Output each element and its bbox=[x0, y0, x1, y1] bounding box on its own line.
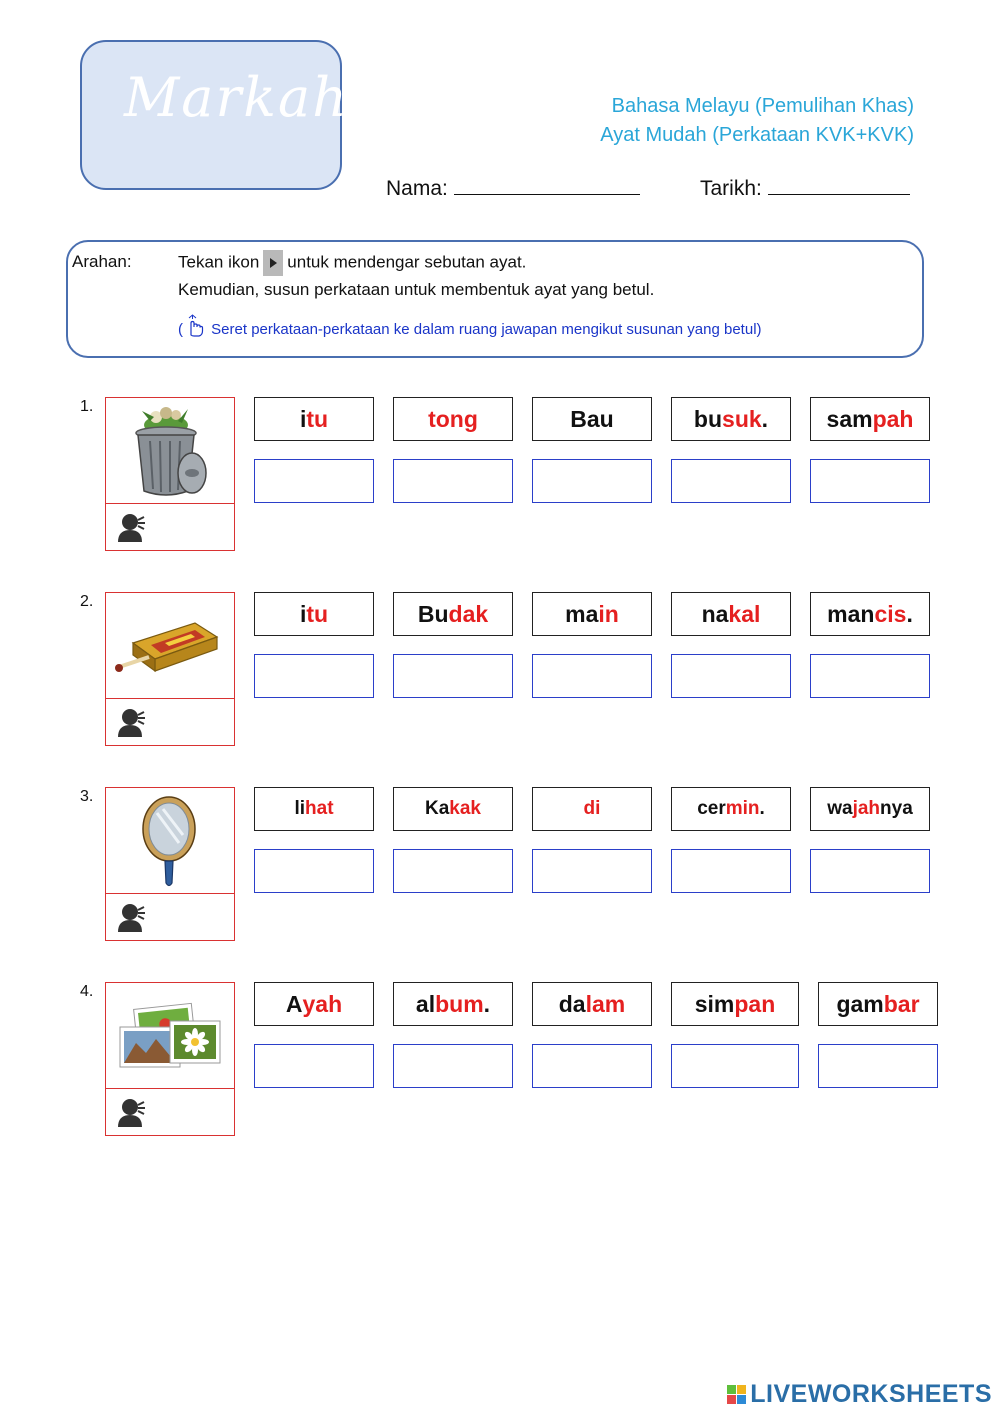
word-syllable-highlight: yah bbox=[302, 990, 343, 1017]
word-syllable: cer bbox=[697, 798, 726, 819]
nama-field bbox=[386, 176, 640, 201]
answer-drop-slot[interactable] bbox=[671, 1044, 799, 1088]
word-syllable: . bbox=[483, 990, 491, 1017]
answer-drop-slot[interactable] bbox=[671, 459, 791, 503]
draggable-word[interactable] bbox=[671, 397, 791, 441]
nama-label: Nama: bbox=[386, 177, 448, 200]
word-syllable-highlight: in bbox=[598, 600, 619, 627]
draggable-word[interactable] bbox=[393, 982, 513, 1026]
answer-drop-slot[interactable] bbox=[671, 849, 791, 893]
answer-drop-slot[interactable] bbox=[254, 1044, 374, 1088]
markah-box bbox=[80, 40, 349, 190]
instructions-line-1-before: Tekan ikon bbox=[178, 252, 260, 272]
draggable-word[interactable] bbox=[671, 592, 791, 636]
instructions-line-2: Kemudian, susun perkataan untuk membentuk ayat yang betul. bbox=[178, 280, 655, 299]
question-number: 2. bbox=[80, 593, 94, 610]
picture-box bbox=[105, 787, 235, 941]
word-syllable-highlight: suk bbox=[722, 405, 762, 432]
word-syllable-highlight: dak bbox=[448, 600, 489, 627]
tarikh-blank bbox=[768, 176, 910, 195]
picture-box bbox=[105, 592, 235, 746]
word-syllable: bu bbox=[693, 405, 723, 432]
word-syllable: na bbox=[701, 600, 729, 627]
draggable-word[interactable] bbox=[254, 397, 374, 441]
word-syllable: sam bbox=[826, 405, 873, 432]
speaker-play-button[interactable] bbox=[106, 893, 234, 940]
answer-drop-slot[interactable] bbox=[254, 459, 374, 503]
answer-drop-slot[interactable] bbox=[393, 849, 513, 893]
word-syllable: da bbox=[558, 990, 586, 1017]
draggable-word[interactable] bbox=[671, 787, 791, 831]
word-syllable: . bbox=[761, 405, 769, 432]
picture-box bbox=[105, 982, 235, 1136]
tarikh-label: Tarikh: bbox=[700, 177, 762, 200]
answer-drop-slot[interactable] bbox=[671, 654, 791, 698]
word-syllable: Bau bbox=[570, 405, 614, 432]
answer-drop-slot[interactable] bbox=[393, 1044, 513, 1088]
speaker-play-button[interactable] bbox=[106, 503, 234, 550]
draggable-word[interactable] bbox=[671, 982, 799, 1026]
word-syllable-highlight: tu bbox=[306, 600, 329, 627]
draggable-word[interactable] bbox=[810, 787, 930, 831]
word-syllable: nya bbox=[880, 798, 913, 819]
word-syllable-highlight: bum bbox=[435, 990, 484, 1017]
answer-drop-slot[interactable] bbox=[810, 849, 930, 893]
word-syllable: gam bbox=[836, 990, 884, 1017]
draggable-word[interactable] bbox=[532, 397, 652, 441]
question-number: 1. bbox=[80, 398, 94, 415]
logo-mark-icon bbox=[727, 1385, 746, 1404]
draggable-word[interactable] bbox=[810, 592, 930, 636]
word-syllable: i bbox=[299, 600, 307, 627]
tarikh-field bbox=[700, 176, 910, 201]
drag-hand-icon bbox=[183, 314, 207, 338]
answer-drop-slot[interactable] bbox=[254, 654, 374, 698]
word-syllable: . bbox=[759, 798, 765, 819]
instructions-line-1-after: untuk mendengar sebutan ayat. bbox=[287, 252, 527, 272]
word-syllable: wa bbox=[827, 798, 853, 819]
play-icon bbox=[263, 250, 283, 276]
markah-label: Markah bbox=[124, 66, 349, 129]
speaker-play-button[interactable] bbox=[106, 1088, 234, 1135]
word-syllable-highlight: jah bbox=[852, 798, 881, 819]
instructions-hint bbox=[178, 314, 762, 338]
question-number: 3. bbox=[80, 788, 94, 805]
logo-text: LIVEWORKSHEETS bbox=[750, 1380, 992, 1408]
word-syllable: sim bbox=[694, 990, 735, 1017]
answer-drop-slot[interactable] bbox=[254, 849, 374, 893]
draggable-word[interactable] bbox=[532, 787, 652, 831]
instructions-label: Arahan: bbox=[72, 252, 132, 271]
draggable-word[interactable] bbox=[393, 787, 513, 831]
liveworksheets-logo bbox=[727, 1380, 992, 1409]
word-syllable: i bbox=[299, 405, 307, 432]
answer-drop-slot[interactable] bbox=[810, 654, 930, 698]
draggable-word[interactable] bbox=[393, 397, 513, 441]
draggable-word[interactable] bbox=[254, 982, 374, 1026]
word-syllable-highlight: pan bbox=[734, 990, 776, 1017]
speaking-person-icon bbox=[116, 900, 150, 934]
hint-open-paren: ( bbox=[178, 321, 183, 338]
word-syllable-highlight: kak bbox=[449, 798, 481, 819]
word-syllable-highlight: cis bbox=[874, 600, 907, 627]
word-syllable-highlight: tong bbox=[428, 405, 478, 432]
hint-text: Seret perkataan-perkataan ke dalam ruang jawapan mengikut susunan yang betul) bbox=[211, 321, 762, 338]
answer-drop-slot[interactable] bbox=[810, 459, 930, 503]
speaking-person-icon bbox=[116, 705, 150, 739]
word-syllable-highlight: kal bbox=[728, 600, 761, 627]
word-syllable-highlight: hat bbox=[305, 798, 334, 819]
word-syllable: man bbox=[827, 600, 875, 627]
word-syllable-highlight: bar bbox=[883, 990, 920, 1017]
draggable-word[interactable] bbox=[254, 787, 374, 831]
photos-image bbox=[106, 983, 234, 1089]
picture-box bbox=[105, 397, 235, 551]
hand-mirror-image bbox=[106, 788, 234, 894]
answer-drop-slot[interactable] bbox=[532, 459, 652, 503]
nama-blank bbox=[454, 176, 640, 195]
word-syllable-highlight: min bbox=[725, 798, 760, 819]
word-syllable: ma bbox=[565, 600, 599, 627]
instructions-box bbox=[66, 240, 924, 358]
trash-can-image bbox=[106, 398, 234, 504]
speaker-play-button[interactable] bbox=[106, 698, 234, 745]
word-syllable: . bbox=[906, 600, 913, 627]
answer-drop-slot[interactable] bbox=[532, 654, 652, 698]
draggable-word[interactable] bbox=[818, 982, 938, 1026]
answer-drop-slot[interactable] bbox=[818, 1044, 938, 1088]
matchbox-image bbox=[106, 593, 234, 699]
word-syllable: A bbox=[285, 990, 303, 1017]
speaking-person-icon bbox=[116, 1095, 150, 1129]
draggable-word[interactable] bbox=[393, 592, 513, 636]
answer-drop-slot[interactable] bbox=[393, 654, 513, 698]
word-syllable-highlight: di bbox=[583, 798, 601, 819]
draggable-word[interactable] bbox=[254, 592, 374, 636]
draggable-word[interactable] bbox=[810, 397, 930, 441]
answer-drop-slot[interactable] bbox=[532, 849, 652, 893]
question-number: 4. bbox=[80, 983, 94, 1000]
instructions-line-1 bbox=[178, 250, 526, 276]
speaking-person-icon bbox=[116, 510, 150, 544]
answer-drop-slot[interactable] bbox=[393, 459, 513, 503]
word-syllable-highlight: pah bbox=[872, 405, 914, 432]
word-syllable: al bbox=[415, 990, 436, 1017]
answer-drop-slot[interactable] bbox=[532, 1044, 652, 1088]
word-syllable-highlight: tu bbox=[306, 405, 329, 432]
word-syllable-highlight: lam bbox=[585, 990, 626, 1017]
draggable-word[interactable] bbox=[532, 592, 652, 636]
word-syllable: li bbox=[294, 798, 306, 819]
draggable-word[interactable] bbox=[532, 982, 652, 1026]
word-syllable: Ka bbox=[425, 798, 450, 819]
worksheet-title: Ayat Mudah (Perkataan KVK+KVK) bbox=[600, 124, 914, 146]
subject-title: Bahasa Melayu (Pemulihan Khas) bbox=[611, 95, 914, 117]
word-syllable: Bu bbox=[417, 600, 449, 627]
